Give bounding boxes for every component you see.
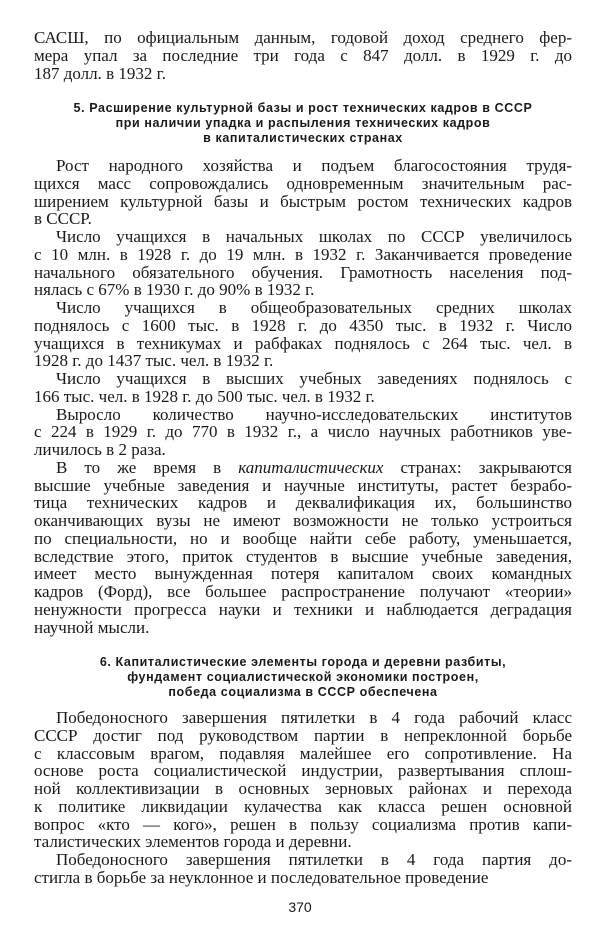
text-line: СССР достиг под руководством партии в непреклонной борьбе [34, 725, 572, 745]
section-6-heading [34, 655, 572, 700]
text-line: Число учащихся в начальных школах по СССР увеличилось [56, 227, 572, 246]
text-line: талистических элементов города и деревни. [34, 832, 352, 852]
text-line: оканчивающих вузы не имеют возможности не только устроиться [34, 511, 572, 530]
text-line: В то же время в капиталистических странах: закрываются [56, 457, 572, 477]
text-line: высшие учебные заведения и научные институты, растет безрабо- [34, 475, 572, 495]
paragraph [34, 29, 572, 82]
text-line: ненужности прогресса науки и техники и наблюдается деградация [34, 599, 572, 619]
text-line: Число учащихся в высших учебных заведениях поднялось с [56, 369, 572, 388]
section-6-body [34, 709, 572, 887]
text-line: щихся масс сопровождались одновременным значительным рас- [34, 173, 572, 193]
text-line: вопрос «кто — кого», решен в пользу социализма против капи- [34, 814, 572, 834]
heading-line: в капиталистических странах [203, 131, 403, 145]
heading-line: фундамент социалистической экономики построен, [127, 670, 479, 684]
text-line: стигла в борьбе за неуклонное и последовательное проведение [34, 867, 489, 887]
text-line: Выросло количество научно-исследовательских институтов [56, 404, 572, 424]
text-line: по специальности, но и вообще найти себе работу, уменьшается, [34, 528, 572, 548]
paragraph [34, 157, 572, 228]
text-line: 1928 г. до 1437 тыс. чел. в 1932 г. [34, 351, 274, 371]
section-5-body [34, 157, 572, 636]
heading-line: при наличии упадка и распыления технических кадров [115, 116, 491, 130]
text-line: нялась с 67% в 1930 г. до 90% в 1932 г. [34, 280, 315, 300]
text-line: вследствие этого, приток студентов в высшие учебные заведения, [34, 546, 572, 566]
text-line: основе роста социалистической индустрии, развертывания сплош- [34, 761, 572, 781]
heading-line: 6. Капиталистические элементы города и деревни разбиты, [99, 655, 507, 669]
paragraph [34, 851, 572, 887]
heading-line: победа социализма в СССР обеспечена [168, 685, 438, 699]
text-line: 166 тыс. чел. в 1928 г. до 500 тыс. чел. в 1932 г. [34, 386, 375, 406]
text-line: с 10 млн. в 1928 г. до 19 млн. в 1932 г. Заканчивается проведение [34, 244, 572, 264]
text-line: мера упал за последние три года с 847 долл. в 1929 г. до [34, 45, 572, 65]
text-line: имеет место вынужденная потеря капиталом своих командных [34, 564, 572, 584]
text-line: кадров (Форд), все большее распространение получают «теории» [34, 582, 572, 601]
text-line: с классовым врагом, подавляя малейшее его сопротивление. На [34, 743, 572, 763]
paragraph [34, 299, 572, 370]
text-line: с 224 в 1929 г. до 770 в 1932 г., а число научных работников уве- [34, 422, 572, 442]
paragraph [34, 459, 572, 637]
text-line: тица технических кадров и деквалификация их, большинство [34, 493, 572, 513]
page-number: 370 [288, 899, 312, 915]
text-line: Победоносного завершения пятилетки в 4 года партия до- [56, 850, 572, 869]
text-line: к политике ликвидации кулачества как класса решен основной [34, 796, 572, 816]
text-line: научной мысли. [34, 617, 150, 637]
paragraph [34, 228, 572, 299]
text-line: Число учащихся в общеобразовательных средних школах [56, 298, 572, 317]
heading-line: 5. Расширение культурной базы и рост технических кадров в СССР [73, 101, 533, 115]
intro-paragraph [34, 29, 572, 82]
text-line: 187 долл. в 1932 г. [34, 63, 166, 83]
text-line: ной коллективизации в основных зерновых районах и перехода [34, 779, 572, 798]
text-line: САСШ, по официальным данным, годовой доход среднего фер- [34, 28, 572, 47]
text-line: ширением культурной базы и быстрым ростом технических кадров [34, 191, 572, 211]
text-line: Рост народного хозяйства и подъем благосостояния трудя- [56, 156, 572, 175]
paragraph [34, 406, 572, 459]
section-5-heading [34, 101, 572, 146]
text-line: поднялось с 1600 тыс. в 1928 г. до 4350 тыс. в 1932 г. Число [34, 315, 572, 335]
text-line: Победоносного завершения пятилетки в 4 года рабочий класс [56, 708, 572, 727]
text-line: учащихся в техникумах и рабфаках поднялось с 264 тыс. чел. в [34, 333, 572, 353]
text-line: в СССР. [34, 209, 92, 229]
paragraph [34, 709, 572, 851]
text-line: начального обязательного обучения. Грамотность населения под- [34, 262, 572, 282]
paragraph [34, 370, 572, 406]
text-line: личилось в 2 раза. [34, 440, 166, 459]
